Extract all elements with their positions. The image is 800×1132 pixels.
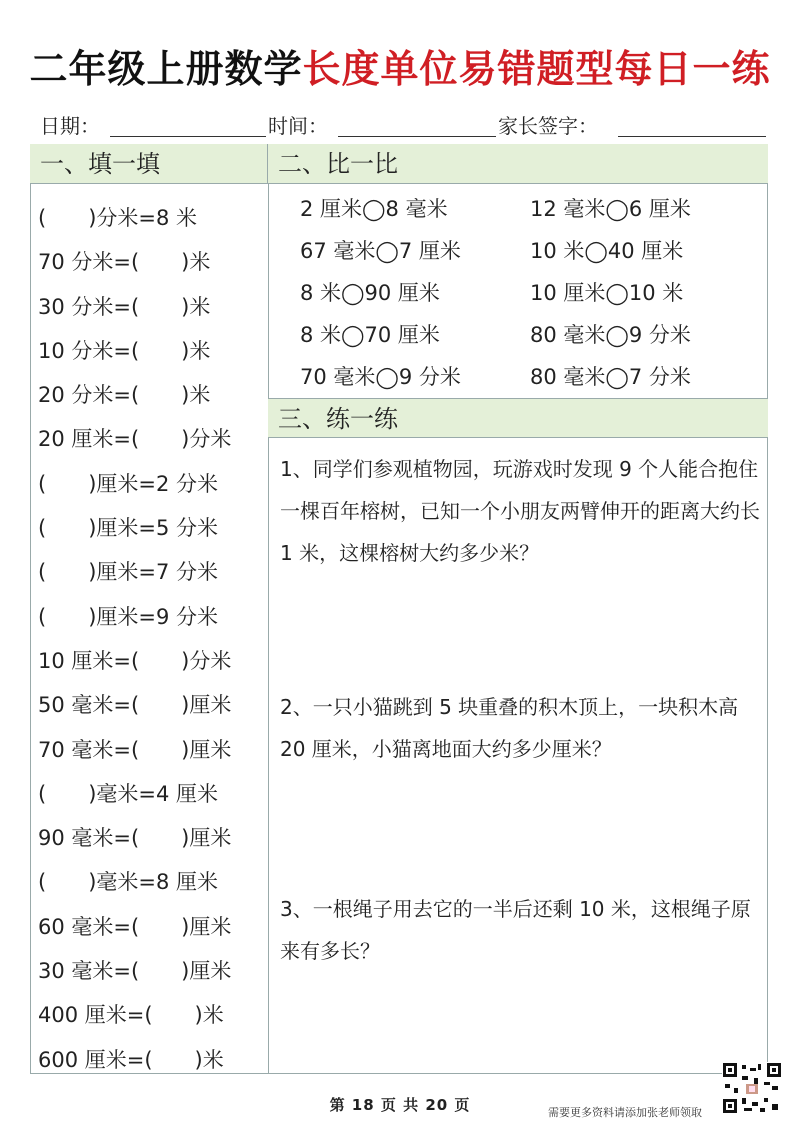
problem-3: 3、一根绳子用去它的一半后还剩 10 米，这根绳子原来有多长？ — [280, 897, 751, 963]
qr-caption: 需要更多资料请添加张老师领取 — [548, 1106, 702, 1119]
compare-row — [300, 188, 760, 230]
fill-in-item: 20 厘米=( )分米 — [38, 427, 232, 452]
fill-in-item: 10 厘米=( )分米 — [38, 648, 232, 673]
parent-signature-field[interactable] — [618, 136, 766, 137]
compare-item: 10 米◯40 厘米 — [530, 239, 684, 263]
compare-row — [300, 314, 760, 356]
compare-item: 8 米◯90 厘米 — [300, 281, 440, 305]
fill-in-item: 70 毫米=( )厘米 — [38, 737, 232, 762]
fill-in-item: ( )分米=8 米 — [38, 206, 198, 230]
page-title — [0, 44, 800, 94]
time-label: 时间： — [268, 114, 328, 138]
fill-in-item: 30 分米=( )米 — [38, 294, 211, 319]
fill-in-item: 70 分米=( )米 — [38, 250, 211, 275]
fill-in-item: 90 毫米=( )厘米 — [38, 826, 232, 851]
compare-row — [300, 356, 760, 398]
fill-in-item: 60 毫米=( )厘米 — [38, 914, 232, 939]
page-number: 第 18 页 共 20 页 — [329, 1096, 471, 1114]
fill-in-item: ( )厘米=7 分米 — [38, 560, 219, 585]
fill-in-item: 10 分米=( )米 — [38, 338, 211, 363]
compare-item: 67 毫米◯7 厘米 — [300, 239, 461, 263]
column-divider — [268, 144, 269, 1074]
date-field[interactable] — [110, 136, 266, 137]
compare-item: 12 毫米◯6 厘米 — [530, 197, 691, 221]
fill-in-item: 20 分米=( )米 — [38, 383, 211, 408]
compare-item: 10 厘米◯10 米 — [530, 281, 684, 305]
compare-item: 80 毫米◯7 分米 — [530, 365, 691, 389]
problem-2: 2、一只小猫跳到 5 块重叠的积木顶上，一块积木高 20 厘米，小猫离地面大约多少厘米？ — [280, 695, 739, 761]
info-row — [40, 112, 766, 140]
fill-in-item: 400 厘米=( )米 — [38, 1003, 224, 1028]
date-label: 日期： — [40, 114, 100, 138]
fill-in-item: ( )毫米=4 厘米 — [38, 781, 219, 806]
title-topic: 长度单位易错题型每日一练 — [302, 47, 771, 91]
section3-heading: 三、练一练 — [268, 398, 768, 438]
fill-in-item: 50 毫米=( )厘米 — [38, 693, 232, 718]
fill-in-item: ( )毫米=8 厘米 — [38, 870, 219, 895]
problem-1: 1、同学们参观植物园，玩游戏时发现 9 个人能合抱住一棵百年榕树，已知一个小朋友两臂伸开的距离大约长 1 米，这棵榕树大约多少米？ — [280, 457, 760, 565]
fill-in-list — [38, 196, 266, 1082]
parent-signature-label: 家长签字： — [498, 114, 598, 138]
compare-item: 8 米◯70 厘米 — [300, 323, 440, 347]
time-field[interactable] — [338, 136, 496, 137]
qr-code-icon — [722, 1062, 782, 1114]
fill-in-item: ( )厘米=5 分米 — [38, 516, 219, 541]
fill-in-item: ( )厘米=2 分米 — [38, 471, 219, 496]
section2-heading: 二、比一比 — [268, 144, 768, 184]
compare-item: 70 毫米◯9 分米 — [300, 365, 461, 389]
compare-item: 2 厘米◯8 毫米 — [300, 197, 448, 221]
section1-heading: 一、填一填 — [30, 144, 268, 184]
compare-row — [300, 230, 760, 272]
fill-in-item: 30 毫米=( )厘米 — [38, 959, 232, 984]
compare-item: 80 毫米◯9 分米 — [530, 323, 691, 347]
fill-in-item: 600 厘米=( )米 — [38, 1047, 224, 1072]
compare-list — [300, 188, 760, 398]
compare-row — [300, 272, 760, 314]
fill-in-item: ( )厘米=9 分米 — [38, 604, 219, 629]
title-grade: 二年级上册数学 — [29, 47, 303, 91]
